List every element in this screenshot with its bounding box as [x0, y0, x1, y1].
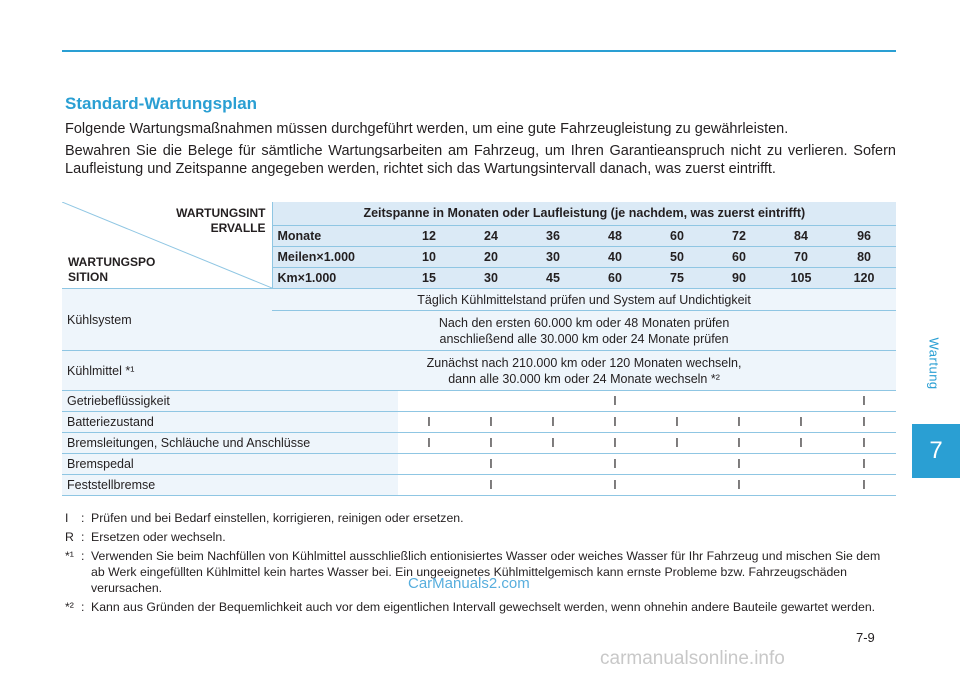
interval-value: 36	[522, 225, 584, 246]
note-item: *² : Kann aus Gründen der Bequemlichkeit auch vor dem eigentlichen Intervall gewechselt werden, wenn ohnehin andere Bauteile gewartet werden.	[65, 599, 896, 615]
note-key: R	[65, 530, 74, 544]
service-cell: I	[584, 454, 646, 475]
interval-value: 84	[770, 225, 832, 246]
coolant-change-line-2: dann alle 30.000 km oder 24 Monate wechseln *²	[448, 371, 720, 386]
note-key: *¹	[65, 549, 74, 563]
service-cell	[522, 454, 584, 475]
corner-interval-label: WARTUNGSINT ERVALLE	[176, 206, 266, 235]
interval-value: 30	[522, 246, 584, 267]
service-cell: I	[584, 475, 646, 496]
note-key: I	[65, 511, 69, 525]
interval-value: 120	[832, 267, 896, 288]
watermark-carmanualsonline[interactable]: carmanualsonline.info	[600, 648, 785, 669]
table-row	[62, 412, 896, 433]
chapter-number-tab[interactable]: 7	[912, 424, 960, 478]
interval-value: 45	[522, 267, 584, 288]
service-cell	[522, 475, 584, 496]
service-cell: I	[460, 412, 522, 433]
interval-value: 75	[646, 267, 708, 288]
table-row	[62, 475, 896, 496]
service-cell: I	[832, 475, 896, 496]
service-cell: I	[770, 412, 832, 433]
maintenance-schedule-table	[62, 202, 896, 496]
intro-paragraph: Folgende Wartungsmaßnahmen müssen durchgeführt werden, um eine gute Fahrzeugleistung zu gewährleisten.	[65, 121, 789, 137]
table-row	[62, 454, 896, 475]
service-cell: I	[708, 454, 770, 475]
coolant-periodic-check	[272, 311, 896, 351]
service-cell: I	[584, 433, 646, 454]
coolant-system-row-1	[62, 289, 896, 311]
service-cell: I	[398, 412, 460, 433]
service-rows	[62, 391, 896, 496]
service-cell: I	[770, 433, 832, 454]
interval-value: 105	[770, 267, 832, 288]
service-cell	[460, 391, 522, 412]
service-cell: I	[460, 454, 522, 475]
service-label: Bremsleitungen, Schläuche und Anschlüsse	[62, 433, 398, 454]
interval-value: 50	[646, 246, 708, 267]
service-label: Feststellbremse	[62, 475, 398, 496]
interval-value: 80	[832, 246, 896, 267]
interval-value: 60	[584, 267, 646, 288]
service-cell	[398, 391, 460, 412]
coolant-row	[62, 351, 896, 391]
interval-header: Zeitspanne in Monaten oder Laufleistung (je nachdem, was zuerst eintrifft)	[272, 202, 896, 225]
service-label: Getriebeflüssigkeit	[62, 391, 398, 412]
section-title: Standard-Wartungsplan	[65, 94, 258, 113]
service-cell: I	[584, 412, 646, 433]
interval-value: 10	[398, 246, 460, 267]
coolant-system-label: Kühlsystem	[62, 289, 272, 351]
note-text: Prüfen und bei Bedarf einstellen, korrigieren, reinigen oder ersetzen.	[91, 511, 464, 525]
coolant-periodic-line-2: anschließend alle 30.000 km oder 24 Monate prüfen	[439, 331, 729, 346]
interval-value: 96	[832, 225, 896, 246]
service-cell: I	[832, 454, 896, 475]
coolant-label: Kühlmittel *¹	[62, 351, 272, 391]
warranty-paragraph: Bewahren Sie die Belege für sämtliche Wartungsarbeiten am Fahrzeug, um Ihren Garantieanspruch nicht zu verlieren. Sofern Laufleistung und Zeitspanne angegeben werden, richtet sich das Wartungsintervall danach, was zuerst eintrifft.	[65, 143, 896, 177]
service-cell: I	[646, 433, 708, 454]
note-item: R : Ersetzen oder wechseln.	[65, 529, 896, 545]
coolant-change-text	[272, 351, 896, 391]
note-text: Verwenden Sie beim Nachfüllen von Kühlmittel ausschließlich entionisiertes Wasser oder weiches Wasser für Ihr Fahrzeug und mischen Sie dem ab Werk eingefüllten Kühlmittel kein hartes Wasser bei. Ein ungeeignetes Kühlmittelgemisch kann ernste Probleme bzw. Fahrzeugschäden verursachen.	[91, 549, 881, 595]
service-cell: I	[832, 391, 896, 412]
service-cell	[770, 454, 832, 475]
page-number: 7-9	[856, 630, 875, 645]
service-label: Batteriezustand	[62, 412, 398, 433]
service-cell	[398, 475, 460, 496]
legend-notes	[65, 510, 896, 618]
service-cell: I	[708, 475, 770, 496]
service-cell	[398, 454, 460, 475]
service-cell: I	[708, 433, 770, 454]
service-cell: I	[708, 412, 770, 433]
chapter-side-label: Wartung	[926, 337, 942, 390]
service-cell	[708, 391, 770, 412]
service-cell	[646, 454, 708, 475]
service-cell	[522, 391, 584, 412]
watermark-carmanuals2[interactable]: CarManuals2.com	[408, 575, 530, 592]
interval-value: 90	[708, 267, 770, 288]
note-key: *²	[65, 600, 74, 614]
service-cell	[646, 475, 708, 496]
interval-value: 40	[584, 246, 646, 267]
interval-value: 70	[770, 246, 832, 267]
service-cell: I	[832, 412, 896, 433]
top-rule	[62, 50, 896, 52]
interval-value: 24	[460, 225, 522, 246]
note-text: Kann aus Gründen der Bequemlichkeit auch vor dem eigentlichen Intervall gewechselt werden, wenn ohnehin andere Bauteile gewartet werden.	[91, 600, 876, 614]
coolant-periodic-line-1: Nach den ersten 60.000 km oder 48 Monaten prüfen	[438, 315, 730, 330]
interval-value: 20	[460, 246, 522, 267]
coolant-change-line-1: Zunächst nach 210.000 km oder 120 Monaten wechseln,	[426, 355, 742, 370]
service-cell: I	[522, 433, 584, 454]
interval-value: 12	[398, 225, 460, 246]
note-item: *¹ : Verwenden Sie beim Nachfüllen von Kühlmittel ausschließlich entionisiertes Wasser oder weiches Wasser für Ihr Fahrzeug und mischen Sie dem ab Werk eingefüllten Kühlmittel kein hartes Wasser bei. Ein ungeeignetes Kühlmittelgemisch kann ernste Probleme bzw. Fahrzeugschäden verursachen.	[65, 548, 896, 596]
note-text: Ersetzen oder wechseln.	[91, 530, 226, 544]
interval-label: Meilen×1.000	[272, 246, 398, 267]
service-cell	[770, 475, 832, 496]
interval-label: Km×1.000	[272, 267, 398, 288]
table-corner-cell	[62, 202, 272, 289]
interval-value: 72	[708, 225, 770, 246]
service-cell: I	[460, 475, 522, 496]
corner-position-label: WARTUNGSPO SITION	[68, 255, 156, 284]
coolant-daily-check: Täglich Kühlmittelstand prüfen und System auf Undichtigkeit	[272, 289, 896, 311]
service-cell: I	[584, 391, 646, 412]
service-cell: I	[646, 412, 708, 433]
service-cell	[646, 391, 708, 412]
note-item: I : Prüfen und bei Bedarf einstellen, korrigieren, reinigen oder ersetzen.	[65, 510, 896, 526]
service-cell: I	[460, 433, 522, 454]
service-cell: I	[522, 412, 584, 433]
interval-value: 30	[460, 267, 522, 288]
table-row	[62, 391, 896, 412]
service-label: Bremspedal	[62, 454, 398, 475]
interval-value: 60	[708, 246, 770, 267]
interval-label: Monate	[272, 225, 398, 246]
service-cell: I	[398, 433, 460, 454]
service-cell: I	[832, 433, 896, 454]
service-cell	[770, 391, 832, 412]
interval-value: 15	[398, 267, 460, 288]
table-row	[62, 433, 896, 454]
interval-value: 60	[646, 225, 708, 246]
interval-value: 48	[584, 225, 646, 246]
